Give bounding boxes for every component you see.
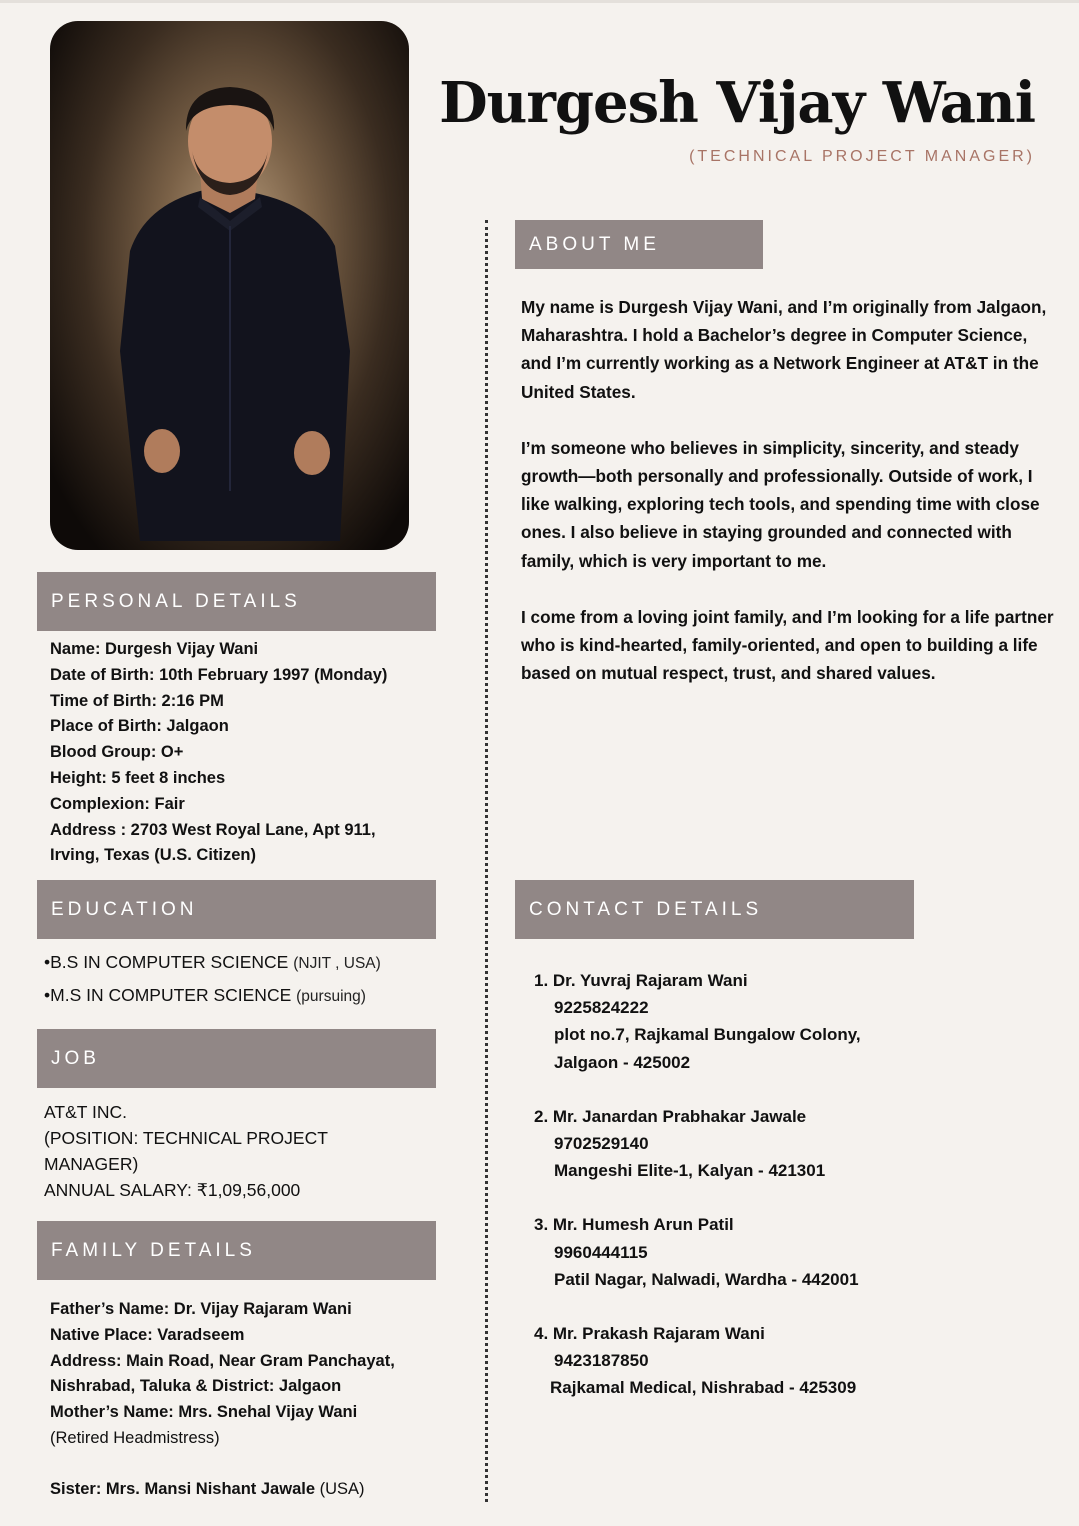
family-details bbox=[50, 1297, 395, 1503]
contact-phone: 9423187850 bbox=[554, 1351, 649, 1371]
page-title: Durgesh Vijay Wani bbox=[439, 70, 1035, 136]
section-title: JOB bbox=[51, 1047, 100, 1069]
about-paragraph: I’m someone who believes in simplicity, sincerity, and steady growth—both personally and professionally. Outside of work, I like walking, exploring tech tools, and spending time with close ones. I also believe in staying grounded and connected with family, which is very important to me. bbox=[521, 437, 1040, 571]
section-title: PERSONAL DETAILS bbox=[51, 590, 301, 612]
contact-address: Rajkamal Medical, Nishrabad - 425309 bbox=[550, 1378, 857, 1398]
personal-dob: Date of Birth: 10th February 1997 (Monday) bbox=[50, 665, 388, 684]
profile-photo bbox=[50, 21, 409, 550]
personal-pob: Place of Birth: Jalgaon bbox=[50, 717, 229, 736]
job-details bbox=[44, 1099, 328, 1203]
personal-height: Height: 5 feet 8 inches bbox=[50, 768, 226, 787]
section-title: CONTACT DETAILS bbox=[529, 898, 763, 920]
education-item bbox=[44, 985, 366, 1006]
family-address-1: Address: Main Road, Near Gram Panchayat, bbox=[50, 1351, 395, 1370]
education-note: (pursuing) bbox=[296, 988, 366, 1005]
contact-address: Jalgaon - 425002 bbox=[554, 1052, 691, 1072]
section-header-personal bbox=[37, 572, 436, 631]
personal-name: Name: Durgesh Vijay Wani bbox=[50, 640, 259, 658]
section-header-education bbox=[37, 880, 436, 939]
education-note: (NJIT , USA) bbox=[293, 955, 381, 972]
contact-item bbox=[534, 967, 861, 1076]
contact-address: plot no.7, Rajkamal Bungalow Colony, bbox=[554, 1025, 861, 1045]
personal-complexion: Complexion: Fair bbox=[50, 794, 185, 813]
personal-blood: Blood Group: O+ bbox=[50, 743, 184, 762]
contact-name: 2. Mr. Janardan Prabhakar Jawale bbox=[534, 1106, 807, 1126]
family-native: Native Place: Varadseem bbox=[50, 1325, 245, 1344]
personal-address-1: Address : 2703 West Royal Lane, Apt 911, bbox=[50, 820, 376, 839]
job-position-1: (POSITION: TECHNICAL PROJECT bbox=[44, 1128, 328, 1148]
family-sister-line bbox=[50, 1477, 395, 1503]
family-address-2: Nishrabad, Taluka & District: Jalgaon bbox=[50, 1377, 342, 1396]
education-item bbox=[44, 952, 381, 973]
section-header-family bbox=[37, 1221, 436, 1280]
section-title: FAMILY DETAILS bbox=[51, 1239, 256, 1261]
education-degree: •B.S IN COMPUTER SCIENCE bbox=[44, 952, 289, 972]
section-header-job bbox=[37, 1029, 436, 1088]
contact-phone: 9702529140 bbox=[554, 1134, 649, 1154]
column-divider bbox=[485, 220, 488, 1502]
section-title: EDUCATION bbox=[51, 898, 198, 920]
about-paragraph: My name is Durgesh Vijay Wani, and I’m originally from Jalgaon, Maharashtra. I hold a Bachelor’s degree in Computer Science, and I’m currently working as a Network Engineer at AT&T in the United States. bbox=[521, 297, 1047, 402]
contact-address: Mangeshi Elite-1, Kalyan - 421301 bbox=[554, 1161, 826, 1181]
about-text bbox=[521, 293, 1061, 715]
section-title: ABOUT ME bbox=[529, 233, 660, 255]
personal-tob: Time of Birth: 2:16 PM bbox=[50, 691, 224, 710]
contact-list bbox=[534, 967, 861, 1429]
education-degree: •M.S IN COMPUTER SCIENCE bbox=[44, 985, 292, 1005]
contact-item bbox=[534, 1103, 861, 1185]
job-salary: ANNUAL SALARY: ₹1,09,56,000 bbox=[44, 1180, 301, 1200]
contact-phone: 9960444115 bbox=[554, 1242, 648, 1262]
personal-details bbox=[50, 637, 387, 869]
contact-address: Patil Nagar, Nalwadi, Wardha - 442001 bbox=[554, 1269, 859, 1289]
family-sister-note: (USA) bbox=[319, 1479, 365, 1498]
family-sister: Sister: Mrs. Mansi Nishant Jawale bbox=[50, 1479, 316, 1498]
person-silhouette-icon bbox=[50, 21, 409, 550]
job-company: AT&T INC. bbox=[44, 1102, 127, 1122]
family-mother: Mother’s Name: Mrs. Snehal Vijay Wani bbox=[50, 1403, 358, 1422]
contact-name: 4. Mr. Prakash Rajaram Wani bbox=[534, 1324, 765, 1344]
contact-item bbox=[534, 1320, 861, 1402]
family-mother-note: (Retired Headmistress) bbox=[50, 1428, 220, 1447]
contact-item bbox=[534, 1211, 861, 1293]
top-border bbox=[0, 0, 1079, 3]
contact-name: 3. Mr. Humesh Arun Patil bbox=[534, 1215, 734, 1235]
section-header-about bbox=[515, 220, 763, 269]
section-header-contact bbox=[515, 880, 914, 939]
job-position-2: MANAGER) bbox=[44, 1154, 139, 1174]
personal-address-2: Irving, Texas (U.S. Citizen) bbox=[50, 846, 256, 865]
contact-phone: 9225824222 bbox=[554, 998, 649, 1018]
family-father: Father’s Name: Dr. Vijay Rajaram Wani bbox=[50, 1300, 352, 1318]
contact-name: 1. Dr. Yuvraj Rajaram Wani bbox=[534, 971, 748, 990]
job-title: (TECHNICAL PROJECT MANAGER) bbox=[689, 148, 1035, 165]
about-paragraph: I come from a loving joint family, and I’m looking for a life partner who is kind-hearted, family-oriented, and open to building a life based on mutual respect, trust, and shared values. bbox=[521, 606, 1054, 684]
